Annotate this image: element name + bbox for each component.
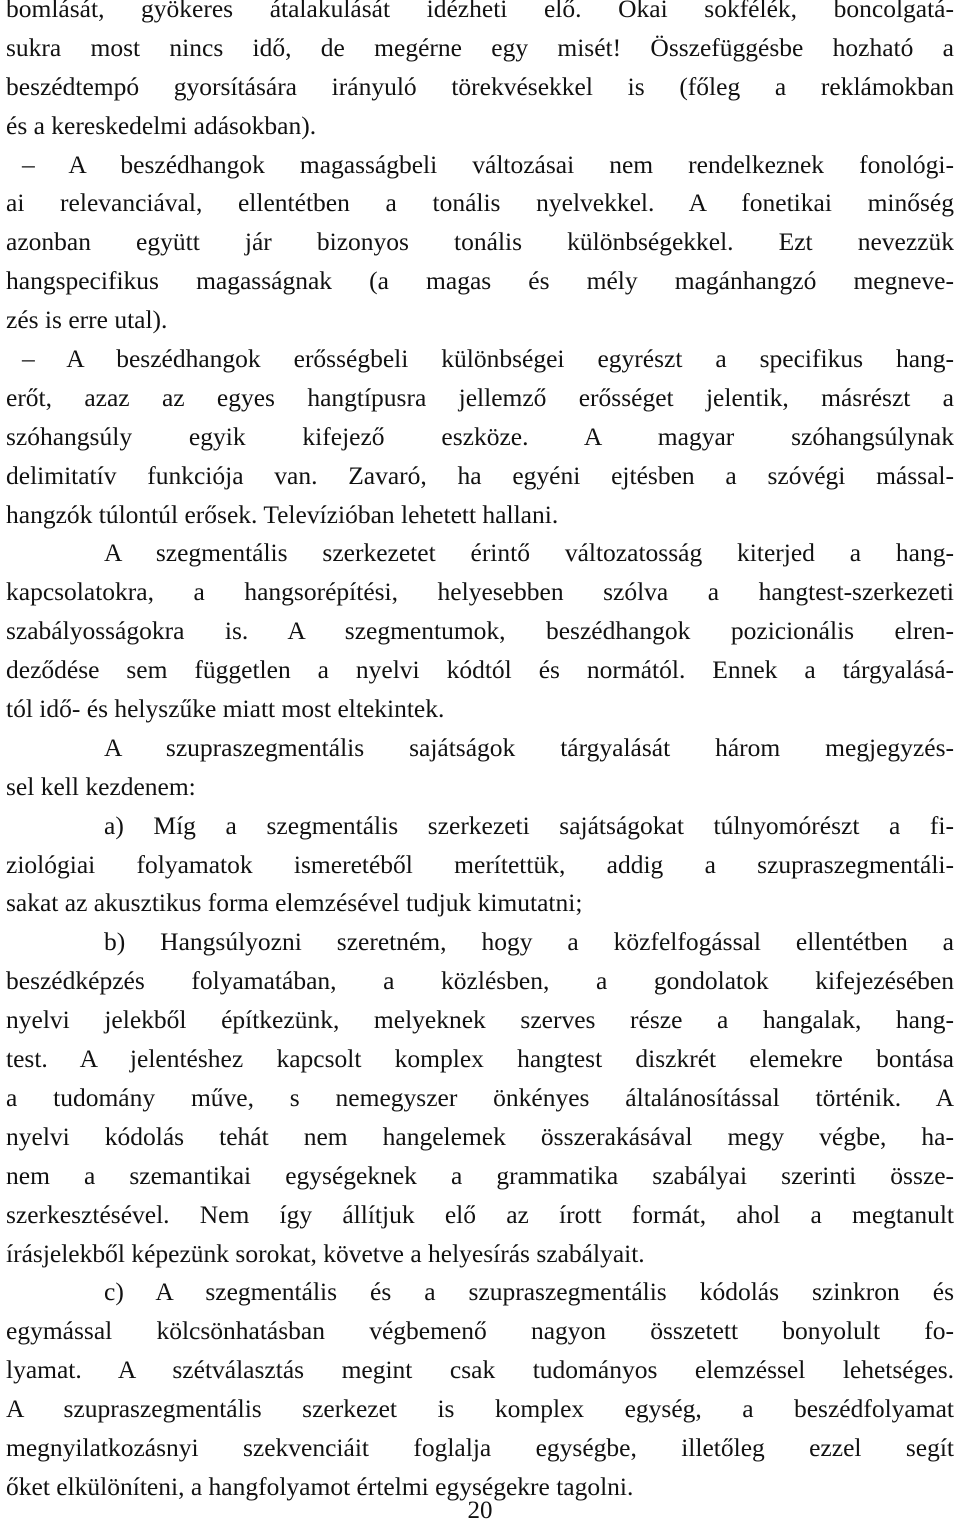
- text-line: ziológiai folyamatok ismeretéből merítettük, addig a szupraszegmentáli-: [6, 849, 954, 879]
- paragraph-segmental: [6, 534, 954, 728]
- paragraph-point-b: [6, 923, 954, 1273]
- text-line: delimitatív funkciója van. Zavaró, ha egyéni ejtésben a szóvégi mással-: [6, 460, 954, 490]
- text-line: deződése sem független a nyelvi kódtól és normától. Ennek a tárgyalásá-: [6, 655, 954, 685]
- text-line: ai relevanciával, ellentétben a tonális nyelvekkel. A fonetikai minőség: [6, 188, 954, 218]
- text-line: lyamat. A szétválasztás megint csak tudományos elemzéssel lehetséges.: [6, 1355, 954, 1385]
- text-line: nyelvi kódolás tehát nem hangelemek összerakásával megy végbe, ha-: [6, 1121, 954, 1151]
- text-line: szerkesztésével. Nem így állítjuk elő az írott formát, ahol a megtanult: [6, 1199, 954, 1229]
- text-line: megnyilatkozásnyi szekvenciáit foglalja egységbe, illetőleg ezzel segít: [6, 1432, 954, 1462]
- text-line: beszédtempó gyorsítására irányuló törekvésekkel is (főleg a reklámokban: [6, 71, 954, 101]
- text-line: nem a szemantikai egységeknek a grammatika szabályai szerinti össze-: [6, 1160, 954, 1190]
- text-line: kapcsolatokra, a hangsorépítési, helyesebben szólva a hangtest-szerkezeti: [6, 577, 954, 607]
- text-line: hangspecifikus magasságnak (a magas és mély magánhangzó megneve-: [6, 266, 954, 296]
- document-page: [6, 0, 954, 1507]
- text-line: – A beszédhangok erősségbeli különbségei egyrészt a specifikus hang-: [22, 344, 954, 374]
- text-line: zés is erre utal).: [6, 305, 168, 335]
- paragraph-point-a: [6, 807, 954, 924]
- text-line: a tudomány műve, s nemegyszer önkényes általánosítással történik. A: [6, 1082, 954, 1112]
- text-line: A szupraszegmentális szerkezet is komplex egység, a beszédfolyamat: [6, 1394, 954, 1424]
- text-line: azonban együtt jár bizonyos tonális különbségekkel. Ezt nevezzük: [6, 227, 954, 257]
- page-number: 20: [467, 1497, 493, 1524]
- paragraph-suprasegmental-intro: [6, 729, 954, 807]
- text-line: írásjelekből képezünk sorokat, követve a helyesírás szabályait.: [6, 1238, 645, 1268]
- text-line: A szegmentális szerkezetet érintő változatosság kiterjed a hang-: [104, 538, 954, 568]
- text-line: – A beszédhangok magasságbeli változásai nem rendelkeznek fonológi-: [22, 149, 954, 179]
- text-line: bomlását, gyökeres átalakulását idézheti elő. Okai sokfélék, boncolgatá-: [6, 0, 954, 23]
- text-line: erőt, azaz az egyes hangtípusra jellemző erősséget jelentik, másrészt a: [6, 382, 954, 412]
- text-line: c) A szegmentális és a szupraszegmentális kódolás szinkron és: [104, 1277, 954, 1307]
- text-line: hangzók túlontúl erősek. Televízióban lehetett hallani.: [6, 499, 559, 529]
- text-line: szóhangsúly egyik kifejező eszköze. A magyar szóhangsúlynak: [6, 421, 954, 451]
- paragraph-continuation: [6, 0, 954, 146]
- paragraph-intensity: [6, 340, 954, 534]
- text-line: nyelvi jelekből építkezünk, melyeknek szerves része a hangalak, hang-: [6, 1005, 954, 1035]
- text-line: sakat az akusztikus forma elemzésével tudjuk kimutatni;: [6, 888, 583, 918]
- text-line: egymással kölcsönhatásban végbemenő nagyon összetett bonyolult fo-: [6, 1316, 954, 1346]
- text-line: sukra most nincs idő, de megérne egy misét! Összefüggésbe hozható a: [6, 32, 954, 62]
- text-line: test. A jelentéshez kapcsolt komplex hangtest diszkrét elemekre bontása: [6, 1044, 954, 1074]
- paragraph-pitch: [6, 146, 954, 340]
- text-line: a) Míg a szegmentális szerkezeti sajátságokat túlnyomórészt a fi-: [104, 810, 954, 840]
- text-line: b) Hangsúlyozni szeretném, hogy a közfelfogással ellentétben a: [104, 927, 954, 957]
- paragraph-point-c: [6, 1273, 954, 1506]
- text-line: szabályosságokra is. A szegmentumok, beszédhangok pozicionális elren-: [6, 616, 954, 646]
- text-line: beszédképzés folyamatában, a közlésben, a gondolatok kifejezésében: [6, 966, 954, 996]
- text-line: sel kell kezdenem:: [6, 771, 196, 801]
- text-line: és a kereskedelmi adásokban).: [6, 110, 317, 140]
- text-line: A szupraszegmentális sajátságok tárgyalását három megjegyzés-: [104, 732, 954, 762]
- text-line: tól idő- és helyszűke miatt most eltekintek.: [6, 694, 445, 724]
- text-line: őket elkülöníteni, a hangfolyamot értelmi egységekre tagolni.: [6, 1471, 634, 1501]
